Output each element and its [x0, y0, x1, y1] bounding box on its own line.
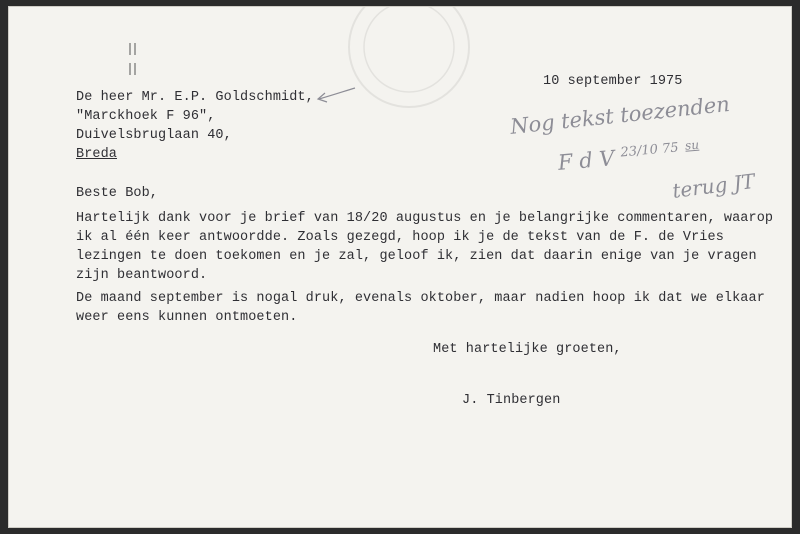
handwritten-note-3: terug JT	[671, 168, 757, 203]
address-line-3: Duivelsbruglaan 40,	[76, 128, 232, 143]
body-line-3: lezingen te doen toekomen en je zal, geloof ik, zien dat daarin enige van je vragen	[76, 249, 757, 264]
handwritten-note-2-date: 23/10 75	[619, 140, 680, 161]
handwritten-note-2-main: F d V	[557, 146, 616, 175]
letter-date: 10 september 1975	[543, 74, 683, 89]
body-line-5: De maand september is nogal druk, evenals oktober, maar nadien hoop ik dat we elkaar	[76, 291, 765, 306]
address-line-2: "Marckhoek F 96",	[76, 109, 216, 124]
arrow-icon	[315, 85, 357, 105]
handwritten-note-2-initials: su	[684, 137, 700, 153]
address-line-1: De heer Mr. E.P. Goldschmidt,	[76, 90, 314, 105]
body-line-4: zijn beantwoord.	[76, 268, 208, 283]
salutation: Beste Bob,	[76, 186, 159, 201]
handwritten-note-1: Nog tekst toezenden	[509, 91, 731, 139]
signature: J. Tinbergen	[462, 393, 561, 408]
letter-page	[8, 6, 792, 528]
address-line-4: Breda	[76, 147, 118, 162]
punch-marks	[127, 41, 147, 81]
body-line-6: weer eens kunnen ontmoeten.	[76, 310, 298, 325]
closing: Met hartelijke groeten,	[433, 342, 622, 357]
body-line-2: ik al één keer antwoordde. Zoals gezegd, hoop ik je de tekst van de F. de Vries	[76, 230, 724, 245]
body-line-1: Hartelijk dank voor je brief van 18/20 augustus en je belangrijke commentaren, waarop	[76, 211, 774, 226]
handwritten-note-2	[557, 139, 700, 175]
